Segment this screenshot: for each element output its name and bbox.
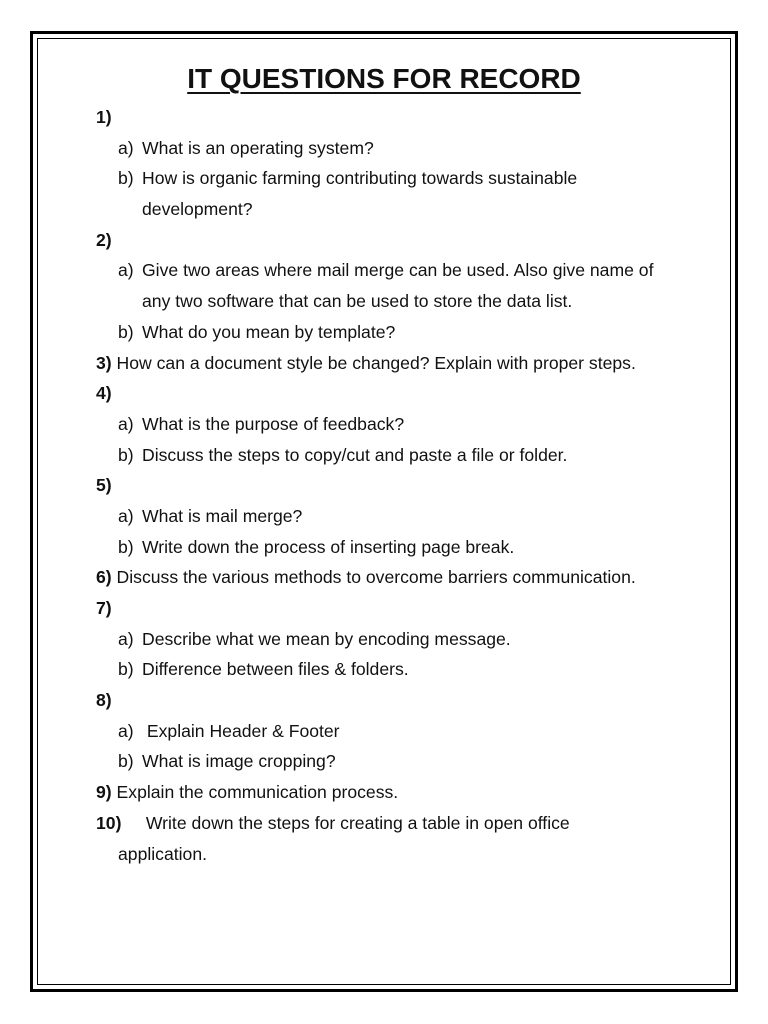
question-text: How can a document style be changed? Explain with proper steps. [116, 352, 636, 373]
sub-question-text: Discuss the steps to copy/cut and paste a file or folder. [142, 444, 568, 465]
sub-question-line [96, 440, 716, 471]
sub-question-text: Difference between files & folders. [142, 659, 409, 680]
question-number-line [96, 685, 716, 716]
question-number: 1) [96, 107, 112, 127]
question-number-line [96, 378, 716, 409]
document-title: IT QUESTIONS FOR RECORD [187, 63, 581, 94]
question-line [96, 348, 716, 379]
sub-question-text: What is the purpose of feedback? [142, 413, 405, 434]
question-number-line [96, 102, 716, 133]
question-number-line [96, 593, 716, 624]
sub-question-text: Describe what we mean by encoding message. [142, 628, 511, 649]
question-line [96, 562, 716, 593]
question-number-line [96, 225, 716, 256]
question-text: Discuss the various methods to overcome barriers communication. [116, 567, 636, 588]
sub-question-label: a) [118, 137, 134, 158]
question-number: 7) [96, 598, 112, 618]
question-number: 3) [96, 352, 112, 373]
sub-question-label: b) [118, 751, 134, 772]
sub-question-text: Explain Header & Footer [142, 720, 340, 741]
sub-question-text: What is image cropping? [142, 751, 336, 772]
sub-question-line [96, 501, 716, 532]
sub-question-line [96, 133, 716, 164]
question-text: Write down the steps for creating a table in open office [126, 812, 570, 833]
question-continuation-line [96, 839, 716, 870]
sub-question-text: What is an operating system? [142, 137, 374, 158]
question-continuation-text: application. [118, 843, 208, 864]
sub-question-label: a) [118, 260, 134, 281]
sub-question-label: a) [118, 413, 134, 434]
sub-question-line [96, 716, 716, 747]
sub-question-line [96, 746, 716, 777]
sub-question-line [96, 654, 716, 685]
sub-question-text: Give two areas where mail merge can be used. Also give name of [142, 260, 654, 281]
question-line [96, 777, 716, 808]
question-continuation-line [96, 286, 716, 317]
question-number: 10) [96, 812, 122, 833]
question-list [96, 102, 716, 869]
question-line [96, 808, 716, 839]
question-number: 8) [96, 690, 112, 711]
question-continuation-text: any two software that can be used to store the data list. [142, 291, 573, 312]
sub-question-line [96, 409, 716, 440]
question-number: 2) [96, 229, 112, 250]
sub-question-label: b) [118, 444, 134, 465]
sub-question-text: What is mail merge? [142, 505, 303, 526]
sub-question-label: b) [118, 321, 134, 342]
question-number: 5) [96, 475, 112, 496]
sub-question-text: Write down the process of inserting page break. [142, 536, 515, 557]
question-continuation-line [96, 194, 716, 225]
question-number-line [96, 470, 716, 501]
sub-question-line [96, 255, 716, 286]
sub-question-line [96, 532, 716, 563]
question-number: 9) [96, 782, 112, 803]
sub-question-label: b) [118, 659, 134, 680]
sub-question-text: How is organic farming contributing towards sustainable [142, 168, 578, 189]
sub-question-label: a) [118, 720, 134, 741]
question-number: 4) [96, 383, 112, 404]
sub-question-line [96, 624, 716, 655]
sub-question-line [96, 163, 716, 194]
question-number: 6) [96, 567, 112, 588]
sub-question-line [96, 317, 716, 348]
question-text: Explain the communication process. [116, 782, 399, 803]
sub-question-label: b) [118, 536, 134, 557]
sub-question-label: a) [118, 628, 134, 649]
question-continuation-text: development? [142, 199, 253, 220]
sub-question-label: b) [118, 168, 134, 189]
sub-question-text: What do you mean by template? [142, 321, 396, 342]
sub-question-label: a) [118, 505, 134, 526]
